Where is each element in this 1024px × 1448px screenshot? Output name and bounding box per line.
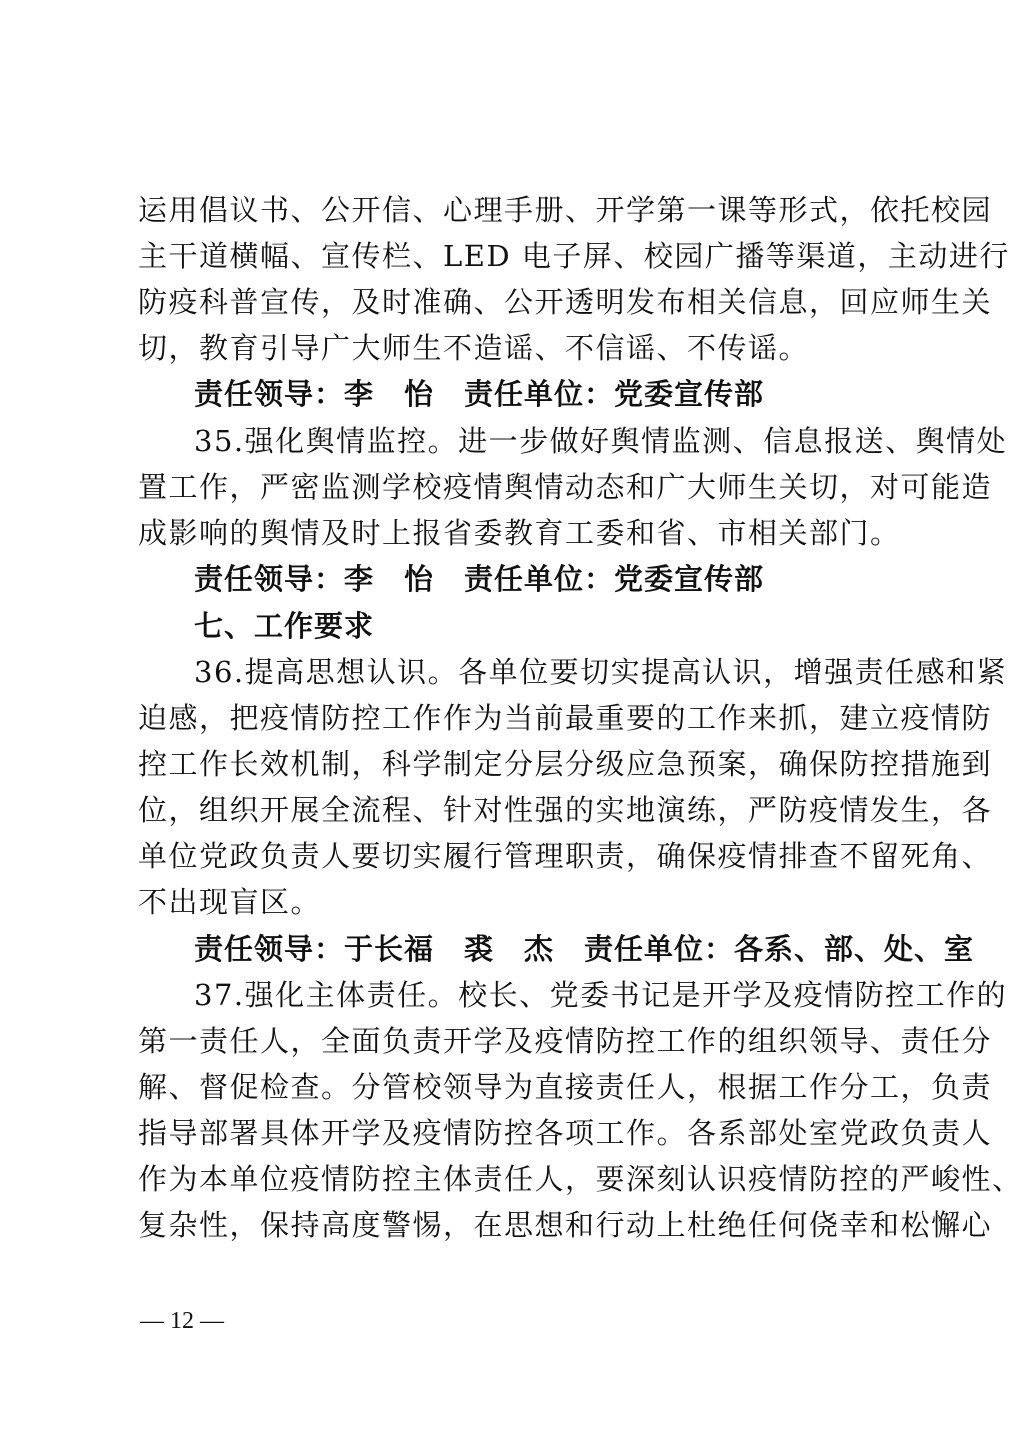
item-heading-line: 37.强化主体责任。校长、党委书记是开学及疫情防控工作的 [194, 978, 1008, 1012]
responsibility-line: 责任领导：于长福 裘 杰 责任单位：各系、部、处、室 [194, 932, 975, 966]
paragraph-line: 主干道横幅、宣传栏、LED 电子屏、校园广播等渠道，主动进行 [138, 239, 1010, 273]
paragraph-line: 迫感，把疫情防控工作作为当前最重要的工作来抓，建立疫情防 [138, 701, 993, 735]
paragraph-line: 运用倡议书、公开信、心理手册、开学第一课等形式，依托校园 [138, 193, 993, 227]
paragraph-line: 指导部署具体开学及疫情防控各项工作。各系部处室党政负责人 [138, 1116, 993, 1150]
paragraph-line: 防疫科普宣传，及时准确、公开透明发布相关信息，回应师生关 [138, 285, 993, 319]
paragraph-line: 置工作，严密监测学校疫情舆情动态和广大师生关切，对可能造 [138, 470, 993, 504]
paragraph-line: 位，组织开展全流程、针对性强的实地演练，严防疫情发生，各 [138, 793, 993, 827]
paragraph-line: 第一责任人，全面负责开学及疫情防控工作的组织领导、责任分 [138, 1024, 993, 1058]
paragraph-line: 切，教育引导广大师生不造谣、不信谣、不传谣。 [138, 331, 810, 365]
responsibility-line: 责任领导：李 怡 责任单位：党委宣传部 [194, 377, 765, 411]
paragraph-line: 解、督促检查。分管校领导为直接责任人，根据工作分工，负责 [138, 1070, 993, 1104]
paragraph-line: 不出现盲区。 [138, 885, 322, 919]
section-heading: 七、工作要求 [194, 609, 375, 643]
paragraph-line: 单位党政负责人要切实履行管理职责，确保疫情排查不留死角、 [138, 839, 993, 873]
paragraph-line: 复杂性，保持高度警惕，在思想和行动上杜绝任何侥幸和松懈心 [138, 1208, 993, 1242]
item-heading-line: 35.强化舆情监控。进一步做好舆情监测、信息报送、舆情处 [194, 424, 1008, 458]
page-number: — 12 — [140, 1308, 224, 1334]
responsibility-line: 责任领导：李 怡 责任单位：党委宣传部 [194, 562, 765, 596]
paragraph-line: 控工作长效机制，科学制定分层分级应急预案，确保防控措施到 [138, 747, 993, 781]
paragraph-line: 成影响的舆情及时上报省委教育工委和省、市相关部门。 [138, 516, 901, 550]
item-heading-line: 36.提高思想认识。各单位要切实提高认识，增强责任感和紧 [194, 655, 1008, 689]
paragraph-line: 作为本单位疫情防控主体责任人，要深刻认识疫情防控的严峻性、 [138, 1162, 1023, 1196]
